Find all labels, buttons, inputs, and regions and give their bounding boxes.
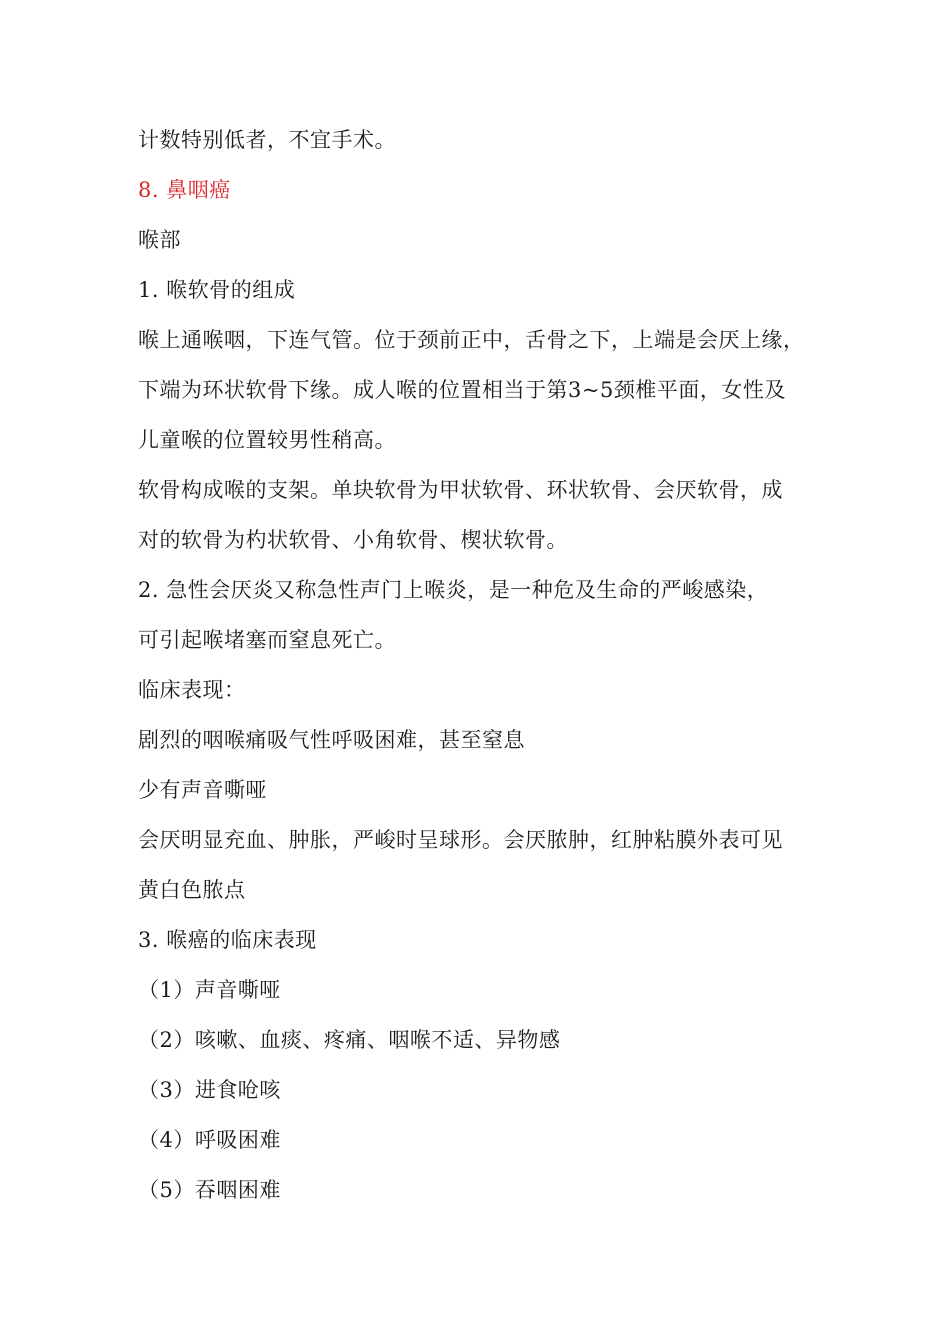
list-item: （5）吞咽困难 <box>138 1178 281 1202</box>
text-line: 下端为环状软骨下缘。成人喉的位置相当于第3~5颈椎平面，女性及 <box>138 378 786 402</box>
list-item: （3）进食呛咳 <box>138 1078 281 1102</box>
text-line: 对的软骨为杓状软骨、小角软骨、楔状软骨。 <box>138 528 568 552</box>
text-line: 黄白色脓点 <box>138 878 246 902</box>
section-heading-larynx: 喉部 <box>138 228 181 252</box>
item-heading-laryngeal-cancer: 3. 喉癌的临床表现 <box>138 928 317 952</box>
text-line: 少有声音嘶哑 <box>138 778 267 802</box>
list-item: （4）呼吸困难 <box>138 1128 281 1152</box>
item-heading-acute-epiglottitis: 2. 急性会厌炎又称急性声门上喉炎，是一种危及生命的严峻感染， <box>138 578 769 602</box>
subheading-clinical-manifestations: 临床表现： <box>138 678 246 702</box>
text-line: 软骨构成喉的支架。单块软骨为甲状软骨、环状软骨、会厌软骨，成 <box>138 478 783 502</box>
text-line: 计数特别低者，不宜手术。 <box>138 128 396 152</box>
text-line: 剧烈的咽喉痛吸气性呼吸困难，甚至窒息 <box>138 728 525 752</box>
item-heading-laryngeal-cartilage: 1. 喉软骨的组成 <box>138 278 296 302</box>
list-item: （1）声音嘶哑 <box>138 978 281 1002</box>
text-line: 可引起喉堵塞而窒息死亡。 <box>138 628 396 652</box>
list-item: （2）咳嗽、血痰、疼痛、咽喉不适、异物感 <box>138 1028 561 1052</box>
text-line: 儿童喉的位置较男性稍高。 <box>138 428 396 452</box>
section-heading-nasopharyngeal-carcinoma: 8. 鼻咽癌 <box>138 178 231 202</box>
text-line: 会厌明显充血、肿胀，严峻时呈球形。会厌脓肿，红肿粘膜外表可见 <box>138 828 783 852</box>
text-line: 喉上通喉咽，下连气管。位于颈前正中，舌骨之下，上端是会厌上缘， <box>138 328 805 352</box>
